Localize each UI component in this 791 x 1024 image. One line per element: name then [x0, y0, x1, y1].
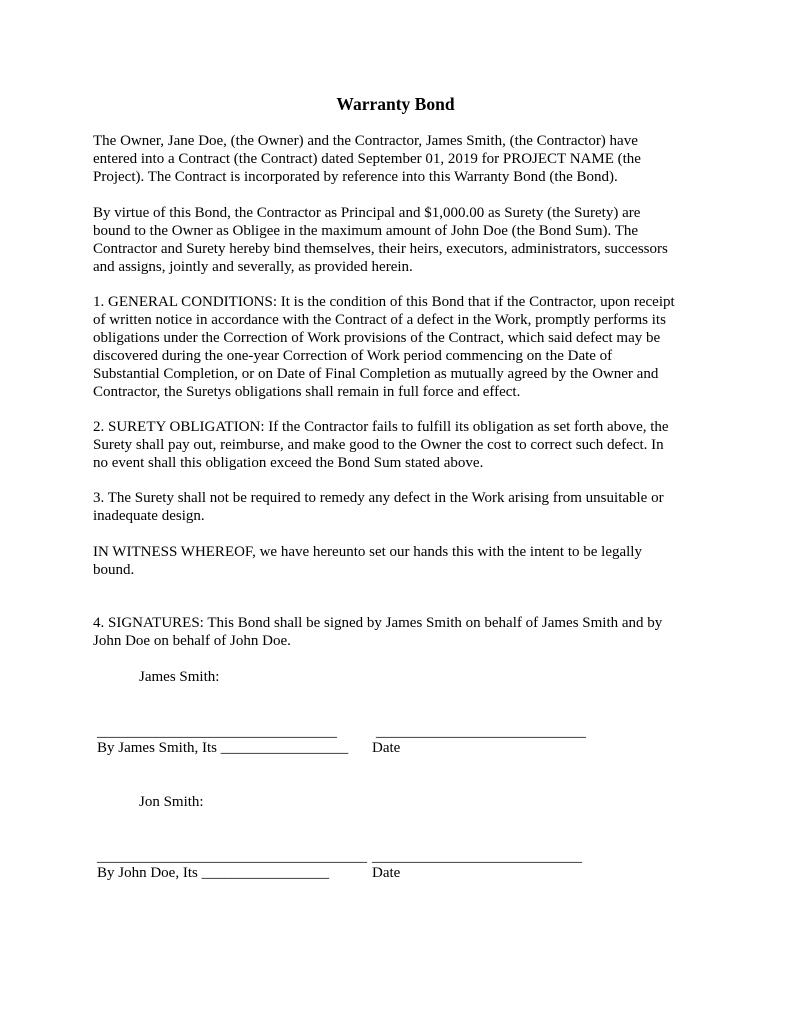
intro-line: Project). The Contract is incorporated by reference into this Warranty Bond (the Bond).: [93, 169, 618, 185]
date-label: Date: [372, 865, 401, 881]
surety-obligation-line: Surety shall pay out, reimburse, and make good to the Owner the cost to correct such defect. In: [93, 437, 664, 453]
witness-line: bound.: [93, 562, 135, 578]
virtue-line: By virtue of this Bond, the Contractor as Principal and $1,000.00 as Surety (the Surety) are: [93, 205, 641, 221]
intro-line: The Owner, Jane Doe, (the Owner) and the Contractor, James Smith, (the Contractor) have: [93, 133, 638, 149]
date-signature-line[interactable]: ____________________________: [372, 849, 582, 865]
witness-paragraph: [93, 543, 703, 579]
intro-line: entered into a Contract (the Contract) dated September 01, 2019 for PROJECT NAME (the: [93, 151, 641, 167]
virtue-line: and assigns, jointly and severally, as provided herein.: [93, 259, 413, 275]
surety-obligation-paragraph: [93, 418, 703, 472]
general-conditions-line: discovered during the one-year Correction of Work period commencing on the Date of: [93, 348, 613, 364]
virtue-paragraph: [93, 204, 703, 276]
general-conditions-line: Substantial Completion, or on Date of Final Completion as mutually agreed by the Owner and: [93, 366, 659, 382]
signatures-line: John Doe on behalf of John Doe.: [93, 633, 291, 649]
general-conditions-paragraph: [93, 293, 703, 401]
signer-heading: Jon Smith:: [139, 794, 204, 810]
signatures-paragraph: [93, 614, 703, 650]
design-paragraph: [93, 489, 703, 525]
signer-heading: James Smith:: [139, 669, 220, 685]
signature-line[interactable]: ____________________________________: [97, 849, 367, 865]
design-line: 3. The Surety shall not be required to remedy any defect in the Work arising from unsuitable or: [93, 490, 664, 506]
virtue-line: Contractor and Surety hereby bind themselves, their heirs, executors, administrators, successors: [93, 241, 668, 257]
document-title: Warranty Bond: [336, 94, 455, 114]
design-line: inadequate design.: [93, 508, 205, 524]
intro-paragraph: [93, 132, 703, 186]
signature-line[interactable]: ________________________________: [97, 724, 337, 740]
general-conditions-line: 1. GENERAL CONDITIONS: It is the condition of this Bond that if the Contractor, upon receipt: [93, 294, 675, 310]
general-conditions-line: Contractor, the Suretys obligations shall remain in full force and effect.: [93, 384, 521, 400]
surety-obligation-line: no event shall this obligation exceed the Bond Sum stated above.: [93, 455, 484, 471]
by-label: By John Doe, Its _________________: [97, 865, 330, 881]
date-signature-line[interactable]: ____________________________: [376, 724, 586, 740]
general-conditions-line: of written notice in accordance with the Contract of a defect in the Work, promptly performs its: [93, 312, 666, 328]
witness-line: IN WITNESS WHEREOF, we have hereunto set our hands this with the intent to be legally: [93, 544, 642, 560]
signatures-line: 4. SIGNATURES: This Bond shall be signed by James Smith on behalf of James Smith and by: [93, 615, 663, 631]
date-label: Date: [372, 740, 401, 756]
virtue-line: bound to the Owner as Obligee in the maximum amount of John Doe (the Bond Sum). The: [93, 223, 639, 239]
surety-obligation-line: 2. SURETY OBLIGATION: If the Contractor fails to fulfill its obligation as set forth above, the: [93, 419, 669, 435]
by-label: By James Smith, Its _________________: [97, 740, 349, 756]
general-conditions-line: obligations under the Correction of Work provisions of the Contract, which said defect may be: [93, 330, 661, 346]
